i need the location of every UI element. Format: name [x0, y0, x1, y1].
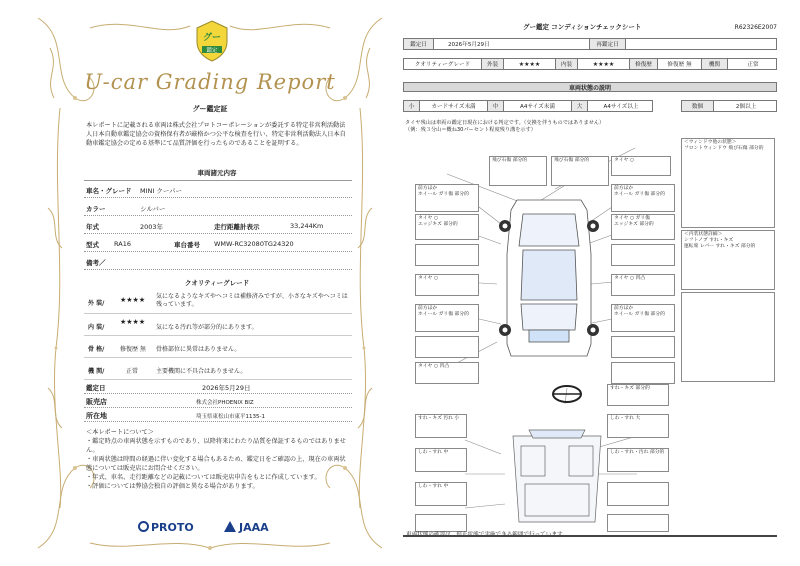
report-notes: ＜本レポートについて＞ ・鑑定時点の車両状態を示すものであり、以降将来にわたり品質を保証するものではありません。 ・車両状態は時間の経過に伴い変化する場合もあるため、鑑定日をご確認の上、現在の車両状態については販売店にお問合せください。 ・年式、車名、走行距離などの記載については販売店申告をもとに作成しています。 ・評価については弊協会独自の評価と異なる場合があります。 — [86, 429, 346, 490]
row-color: カラー シルバー — [84, 198, 352, 216]
quality-engine: 機 関/ 正常 主要機関に不具合はありません。 — [84, 358, 352, 380]
damage-label-left-wheel-front: 前方ほか ホイール ガリ傷 部分的 — [415, 184, 479, 212]
row-grading-date: 鑑定日 2026年5月29日 — [84, 378, 352, 394]
damage-label-int-right-1: しわ・すれ 大 — [607, 414, 669, 438]
report-subtitle: グー鑑定証 — [192, 105, 228, 113]
damage-label-right-wheel-rear: 前方ほか ホイール ガリ傷 部分的 — [611, 304, 675, 332]
proto-logo: PROTO — [138, 521, 194, 534]
damage-box-right-3 — [611, 362, 675, 384]
intro-text: 本レポートに記載される車両は株式会社プロトコーポレーションが委託する特定非営利活動法人日本自動車鑑定協会の資格保有者が厳格かつ公平な検査を行い、特定非営利活動法人日本自動車鑑定協会の定める基準にて品質評価を行ったものであることを証明する。 — [86, 122, 346, 148]
row-year-mileage: 年式 2003年 走行距離計表示 33,244Km — [84, 216, 352, 234]
date-row: 鑑定日 2026年5月29日 再鑑定日 — [403, 38, 777, 50]
jaaa-logo: JAAA — [224, 521, 269, 534]
damage-label-right-mid: タイヤ ○ 凹凸 — [611, 274, 675, 296]
size-legend: 小 カードサイズ未満 中 A4サイズ未満 大 A4サイズ以上 — [403, 100, 653, 112]
damage-label-right-edge-front: タイヤ ○ ガリ傷 エッジキズ 部分的 — [611, 214, 675, 240]
row-model-vin: 型式 RA16 車台番号 WMW-RC32080TG24320 — [84, 234, 352, 252]
damage-label-front-right-panel: 飛び石傷 部分的 — [551, 156, 609, 186]
svg-text:グー: グー — [202, 33, 222, 43]
damage-label-int-left-1: すれ・キズ 汚れ 小 — [415, 414, 467, 438]
goo-badge-icon — [195, 20, 229, 62]
damage-box-left-1 — [415, 244, 479, 266]
damage-label-front-right-top: タイヤ ○ — [611, 156, 671, 176]
condition-title: 車両状態の説明 — [403, 82, 777, 92]
condition-check-sheet — [403, 18, 777, 543]
quality-exterior: 外 装/ ★★★★ 気になるようなキズやヘコミは補修済みですが、小さなキズやヘコミは残っています。 — [84, 290, 352, 314]
grading-report-page — [30, 8, 390, 558]
grade-row: クオリティーグレード 外装 ★★★★ 内装 ★★★★ 修復歴 修復歴 無 機関 正常 — [403, 58, 777, 70]
proto-mark-icon — [138, 521, 149, 532]
window-condition-note: ＜ウィンドウ他の状態＞ フロントウィンドウ 飛び石傷 部分的 — [681, 138, 775, 228]
tire-note: タイヤ残山は車両の鑑定日現在における判定です。（交換を伴うものではありません） （例：残３分山＝概ね30パーセント程度残り溝を示す） — [405, 120, 605, 133]
vehicle-section-title: 車両諸元内容 — [197, 169, 237, 177]
damage-label-steering: すれ・キズ 部分的 — [607, 384, 669, 406]
damage-label-right-wheel-front: 前方ほか ホイール ガリ傷 部分的 — [611, 184, 675, 212]
quality-frame: 骨 格/ 修復歴 無 骨格部位に異常はありません。 — [84, 336, 352, 358]
vehicle-damage-diagram — [405, 134, 775, 536]
quality-section-title: クオリティーグレード — [184, 279, 250, 287]
damage-label-front-left-panel: 飛び石傷 部分的 — [489, 156, 547, 186]
row-address: 所在地 埼玉県東松山市東平1135-1 — [84, 408, 352, 422]
damage-box-right-2 — [611, 336, 675, 358]
damage-label-left-wheel-rear: 前方ほか ホイール ガリ傷 部分的 — [415, 304, 479, 332]
damage-box-right-1 — [611, 244, 675, 266]
damage-box-left-2 — [415, 336, 479, 358]
notes-box-blank — [681, 292, 775, 382]
count-legend: 数個 2個以上 — [681, 100, 777, 112]
damage-label-int-right-2: しわ・すれ・汚れ 部分的 — [607, 448, 669, 472]
damage-label-int-left-3: しわ・すれ 中 — [415, 482, 467, 506]
interior-condition-note: ＜内装状態詳細＞ シフトノブ すれ・キズ 運転席 レバー すれ・キズ 部分的 — [681, 230, 775, 290]
report-title: U-car Grading Report — [84, 70, 336, 94]
damage-label-rear-left: タイヤ ○ 凹凸 — [415, 362, 479, 384]
sheet-code: R62326E2007 — [734, 24, 777, 31]
row-remarks: 備考／ — [84, 252, 352, 270]
damage-label-left-edge-front: タイヤ ○ エッジキズ 部分的 — [415, 214, 479, 240]
damage-label-int-left-2: しわ・すれ 中 — [415, 448, 467, 472]
footer-logos — [138, 519, 298, 537]
svg-text:鑑定: 鑑定 — [206, 48, 218, 54]
row-dealer: 販売店 株式会社PHOENIX BIZ — [84, 394, 352, 408]
sheet-title: グー鑑定 コンディションチェックシート — [523, 23, 642, 31]
damage-label-left-mid: タイヤ ○ — [415, 274, 479, 296]
damage-box-int-right-4 — [607, 514, 669, 532]
jaaa-mark-icon — [224, 521, 236, 532]
damage-box-int-right-3 — [607, 482, 669, 506]
row-vehicle-name: 車名・グレード MINI クーパー — [84, 180, 352, 198]
quality-interior: 内 装/ ★★★★ 気になる汚れ等が部分的にあります。 — [84, 314, 352, 336]
sheet-bottom-rule — [403, 535, 777, 537]
